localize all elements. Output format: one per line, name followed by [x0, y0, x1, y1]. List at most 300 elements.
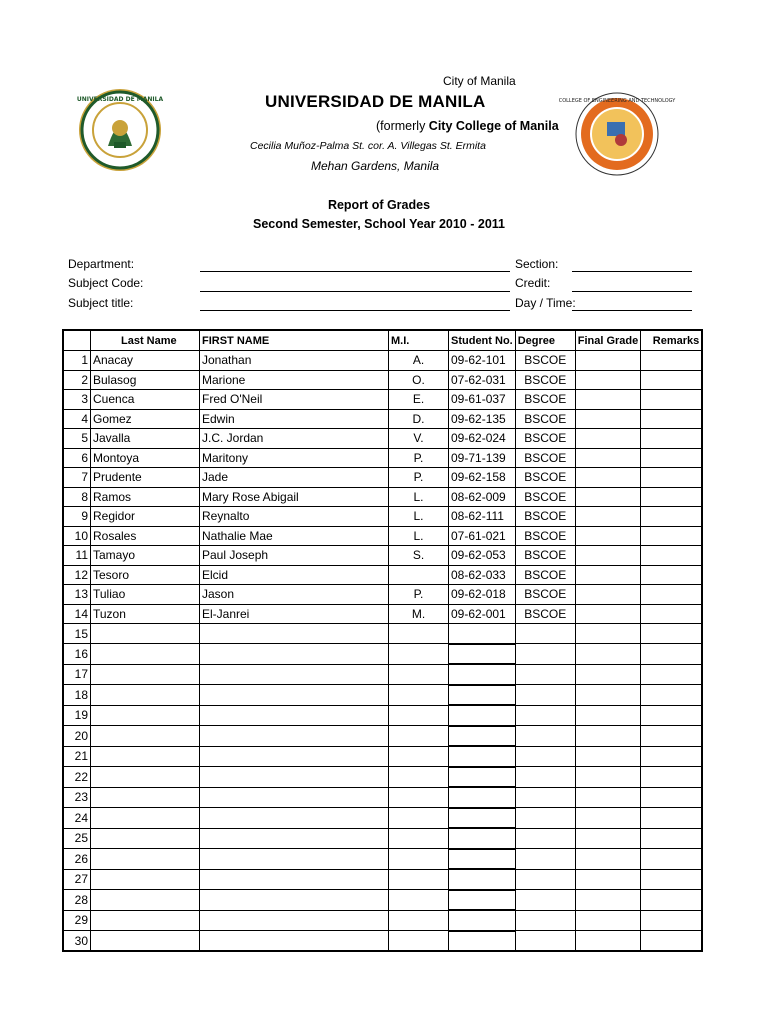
table-row [63, 787, 702, 808]
student-no-cell [449, 685, 516, 706]
table-row [63, 429, 702, 449]
final-grade-cell[interactable] [575, 351, 641, 371]
row-number: 30 [63, 931, 91, 952]
table-row [63, 910, 702, 931]
final-grade-cell[interactable] [575, 644, 641, 665]
table-row [63, 931, 702, 952]
last-name-cell [91, 746, 200, 767]
day-time-label: Day / Time: [515, 296, 576, 310]
degree-cell [515, 726, 575, 747]
last-name-cell [91, 931, 200, 952]
student-no-cell: 09-62-053 [449, 546, 516, 566]
city-label: City of Manila [443, 74, 516, 88]
row-number: 3 [63, 390, 91, 410]
svg-text:COLLEGE OF ENGINEERING AND TEC: COLLEGE OF ENGINEERING AND TECHNOLOGY [558, 98, 676, 104]
table-row [63, 808, 702, 829]
row-number: 20 [63, 726, 91, 747]
first-name-cell: Paul Joseph [200, 546, 389, 566]
last-name-cell: Tamayo [91, 546, 200, 566]
mi-cell: O. [389, 370, 449, 390]
mi-cell: V. [389, 429, 449, 449]
department-field[interactable] [200, 271, 510, 272]
degree-cell: BSCOE [515, 351, 575, 371]
remarks-cell[interactable] [641, 604, 703, 624]
first-name-cell: Reynalto [200, 507, 389, 527]
student-no-cell: 09-62-018 [449, 585, 516, 605]
mi-cell [389, 624, 449, 644]
final-grade-cell[interactable] [575, 624, 641, 644]
first-name-cell: Jonathan [200, 351, 389, 371]
degree-cell: BSCOE [515, 409, 575, 429]
degree-cell [515, 890, 575, 911]
last-name-cell: Tuliao [91, 585, 200, 605]
row-number: 5 [63, 429, 91, 449]
row-number: 26 [63, 849, 91, 870]
table-row [63, 767, 702, 788]
header-number [63, 330, 91, 351]
mi-cell [389, 565, 449, 585]
final-grade-cell[interactable] [575, 604, 641, 624]
remarks-cell[interactable] [641, 624, 703, 644]
first-name-cell [200, 869, 389, 890]
first-name-cell [200, 746, 389, 767]
degree-cell: BSCOE [515, 429, 575, 449]
mi-cell: L. [389, 507, 449, 527]
degree-cell [515, 787, 575, 808]
first-name-cell [200, 624, 389, 644]
row-number: 24 [63, 808, 91, 829]
remarks-cell[interactable] [641, 869, 703, 890]
mi-cell [389, 767, 449, 788]
student-no-cell [449, 787, 516, 808]
first-name-cell [200, 828, 389, 849]
student-no-cell: 09-62-024 [449, 429, 516, 449]
first-name-cell [200, 664, 389, 685]
remarks-cell[interactable] [641, 726, 703, 747]
subject-code-field[interactable] [200, 291, 510, 292]
mi-cell [389, 685, 449, 706]
department-label: Department: [68, 257, 135, 271]
first-name-cell: Jason [200, 585, 389, 605]
remarks-cell[interactable] [641, 507, 703, 527]
credit-label: Credit: [515, 276, 551, 290]
mi-cell [389, 644, 449, 665]
row-number: 23 [63, 787, 91, 808]
remarks-cell[interactable] [641, 526, 703, 546]
remarks-cell[interactable] [641, 664, 703, 685]
final-grade-cell[interactable] [575, 746, 641, 767]
degree-cell: BSCOE [515, 448, 575, 468]
college-seal-logo [558, 92, 676, 176]
last-name-cell: Bulasog [91, 370, 200, 390]
row-number: 13 [63, 585, 91, 605]
final-grade-cell[interactable] [575, 585, 641, 605]
student-no-cell: 09-62-135 [449, 409, 516, 429]
last-name-cell: Prudente [91, 468, 200, 488]
final-grade-cell[interactable] [575, 726, 641, 747]
last-name-cell [91, 808, 200, 829]
first-name-cell: Edwin [200, 409, 389, 429]
table-row [63, 726, 702, 747]
student-no-cell: 09-62-158 [449, 468, 516, 488]
remarks-cell[interactable] [641, 351, 703, 371]
degree-cell: BSCOE [515, 585, 575, 605]
remarks-cell[interactable] [641, 468, 703, 488]
first-name-cell: Mary Rose Abigail [200, 487, 389, 507]
final-grade-cell[interactable] [575, 685, 641, 706]
first-name-cell [200, 890, 389, 911]
last-name-cell [91, 644, 200, 665]
table-row [63, 849, 702, 870]
table-row [63, 351, 702, 371]
table-row [63, 828, 702, 849]
first-name-cell [200, 808, 389, 829]
remarks-cell[interactable] [641, 487, 703, 507]
degree-cell [515, 931, 575, 952]
student-no-cell [449, 767, 516, 788]
student-no-cell [449, 828, 516, 849]
row-number: 9 [63, 507, 91, 527]
student-no-cell [449, 644, 516, 665]
remarks-cell[interactable] [641, 849, 703, 870]
table-row [63, 507, 702, 527]
final-grade-cell[interactable] [575, 664, 641, 685]
degree-cell [515, 808, 575, 829]
mi-cell: S. [389, 546, 449, 566]
formerly-paren: ( [376, 119, 381, 133]
degree-cell [515, 767, 575, 788]
first-name-cell: Elcid [200, 565, 389, 585]
row-number: 2 [63, 370, 91, 390]
last-name-cell: Javalla [91, 429, 200, 449]
student-no-cell [449, 910, 516, 931]
student-no-cell: 08-62-033 [449, 565, 516, 585]
last-name-cell [91, 787, 200, 808]
last-name-cell [91, 685, 200, 706]
formerly-name: City College of Manila [428, 119, 559, 133]
student-no-cell [449, 705, 516, 726]
first-name-cell [200, 787, 389, 808]
mi-cell: D. [389, 409, 449, 429]
row-number: 12 [63, 565, 91, 585]
remarks-cell[interactable] [641, 546, 703, 566]
first-name-cell: J.C. Jordan [200, 429, 389, 449]
final-grade-cell[interactable] [575, 787, 641, 808]
student-no-cell: 09-62-101 [449, 351, 516, 371]
final-grade-cell[interactable] [575, 890, 641, 911]
row-number: 14 [63, 604, 91, 624]
student-no-cell [449, 746, 516, 767]
final-grade-cell[interactable] [575, 448, 641, 468]
last-name-cell: Regidor [91, 507, 200, 527]
student-no-cell [449, 726, 516, 747]
header-last-name: Last Name [91, 330, 200, 351]
mi-cell [389, 664, 449, 685]
mi-cell: M. [389, 604, 449, 624]
first-name-cell [200, 767, 389, 788]
first-name-cell: Jade [200, 468, 389, 488]
header-mi: M.I. [389, 330, 449, 351]
final-grade-cell[interactable] [575, 526, 641, 546]
final-grade-cell[interactable] [575, 429, 641, 449]
degree-cell [515, 644, 575, 665]
table-row [63, 370, 702, 390]
row-number: 10 [63, 526, 91, 546]
remarks-cell[interactable] [641, 429, 703, 449]
last-name-cell: Rosales [91, 526, 200, 546]
mi-cell [389, 890, 449, 911]
degree-cell [515, 828, 575, 849]
student-no-cell [449, 849, 516, 870]
header-first-name: FIRST NAME [200, 330, 389, 351]
table-row [63, 869, 702, 890]
last-name-cell [91, 767, 200, 788]
mi-cell [389, 849, 449, 870]
student-no-cell [449, 808, 516, 829]
degree-cell: BSCOE [515, 546, 575, 566]
student-no-cell: 09-61-037 [449, 390, 516, 410]
report-subtitle: Second Semester, School Year 2010 - 2011 [252, 217, 505, 231]
mi-cell [389, 705, 449, 726]
table-row [63, 664, 702, 685]
remarks-cell[interactable] [641, 808, 703, 829]
final-grade-cell[interactable] [575, 931, 641, 952]
degree-cell: BSCOE [515, 487, 575, 507]
first-name-cell: El-Janrei [200, 604, 389, 624]
degree-cell [515, 685, 575, 706]
table-row [63, 624, 702, 644]
degree-cell: BSCOE [515, 370, 575, 390]
degree-cell: BSCOE [515, 390, 575, 410]
last-name-cell: Montoya [91, 448, 200, 468]
final-grade-cell[interactable] [575, 546, 641, 566]
student-no-cell [449, 664, 516, 685]
student-no-cell: 09-71-139 [449, 448, 516, 468]
table-row [63, 487, 702, 507]
first-name-cell [200, 726, 389, 747]
last-name-cell: Gomez [91, 409, 200, 429]
section-label: Section: [515, 257, 559, 271]
header-remarks: Remarks [641, 330, 703, 351]
last-name-cell [91, 849, 200, 870]
first-name-cell [200, 644, 389, 665]
last-name-cell: Ramos [91, 487, 200, 507]
table-row [63, 448, 702, 468]
table-row [63, 526, 702, 546]
final-grade-cell[interactable] [575, 487, 641, 507]
row-number: 6 [63, 448, 91, 468]
student-no-cell: 09-62-001 [449, 604, 516, 624]
final-grade-cell[interactable] [575, 565, 641, 585]
formerly-word: formerly [380, 119, 429, 133]
last-name-cell [91, 726, 200, 747]
last-name-cell [91, 869, 200, 890]
student-no-cell: 08-62-009 [449, 487, 516, 507]
subject-code-label: Subject Code: [68, 276, 144, 290]
row-number: 28 [63, 890, 91, 911]
mi-cell: E. [389, 390, 449, 410]
degree-cell: BSCOE [515, 507, 575, 527]
degree-cell: BSCOE [515, 468, 575, 488]
student-no-cell: 07-61-021 [449, 526, 516, 546]
first-name-cell: Fred O'Neil [200, 390, 389, 410]
remarks-cell[interactable] [641, 767, 703, 788]
mi-cell [389, 726, 449, 747]
last-name-cell: Anacay [91, 351, 200, 371]
table-row [63, 604, 702, 624]
address-line-1: Cecilia Muñoz-Palma St. cor. A. Villegas St. Ermita [250, 140, 486, 152]
table-header-row [63, 330, 702, 351]
table-row [63, 585, 702, 605]
final-grade-cell[interactable] [575, 468, 641, 488]
degree-cell [515, 746, 575, 767]
remarks-cell[interactable] [641, 931, 703, 952]
student-no-cell [449, 890, 516, 911]
row-number: 18 [63, 685, 91, 706]
row-number: 29 [63, 910, 91, 931]
mi-cell [389, 869, 449, 890]
mi-cell: L. [389, 526, 449, 546]
final-grade-cell[interactable] [575, 370, 641, 390]
row-number: 21 [63, 746, 91, 767]
degree-cell [515, 624, 575, 644]
mi-cell: P. [389, 585, 449, 605]
first-name-cell [200, 931, 389, 952]
remarks-cell[interactable] [641, 565, 703, 585]
first-name-cell [200, 705, 389, 726]
remarks-cell[interactable] [641, 448, 703, 468]
remarks-cell[interactable] [641, 890, 703, 911]
table-row [63, 890, 702, 911]
report-title: Report of Grades [327, 198, 431, 212]
final-grade-cell[interactable] [575, 507, 641, 527]
remarks-cell[interactable] [641, 828, 703, 849]
remarks-cell[interactable] [641, 910, 703, 931]
subject-title-label: Subject title: [68, 296, 134, 310]
student-no-cell [449, 624, 516, 644]
credit-field[interactable] [572, 291, 692, 292]
row-number: 8 [63, 487, 91, 507]
day-time-field[interactable] [572, 310, 692, 311]
remarks-cell[interactable] [641, 585, 703, 605]
mi-cell: L. [389, 487, 449, 507]
mi-cell [389, 808, 449, 829]
first-name-cell [200, 849, 389, 870]
mi-cell [389, 910, 449, 931]
table-row [63, 644, 702, 665]
final-grade-cell[interactable] [575, 849, 641, 870]
remarks-cell[interactable] [641, 746, 703, 767]
row-number: 7 [63, 468, 91, 488]
first-name-cell: Nathalie Mae [200, 526, 389, 546]
remarks-cell[interactable] [641, 409, 703, 429]
svg-text:UNIVERSIDAD DE MANILA: UNIVERSIDAD DE MANILA [76, 96, 164, 103]
header-degree: Degree [515, 330, 575, 351]
last-name-cell [91, 910, 200, 931]
row-number: 22 [63, 767, 91, 788]
mi-cell [389, 787, 449, 808]
row-number: 17 [63, 664, 91, 685]
student-no-cell [449, 869, 516, 890]
final-grade-cell[interactable] [575, 767, 641, 788]
final-grade-cell[interactable] [575, 390, 641, 410]
subject-title-field[interactable] [200, 310, 510, 311]
student-no-cell [449, 931, 516, 952]
degree-cell [515, 849, 575, 870]
final-grade-cell[interactable] [575, 869, 641, 890]
table-row [63, 685, 702, 706]
table-row [63, 565, 702, 585]
final-grade-cell[interactable] [575, 910, 641, 931]
remarks-cell[interactable] [641, 370, 703, 390]
grades-table [62, 329, 703, 952]
mi-cell: P. [389, 448, 449, 468]
student-no-cell: 07-62-031 [449, 370, 516, 390]
grade-rows [63, 351, 702, 952]
last-name-cell [91, 664, 200, 685]
degree-cell: BSCOE [515, 526, 575, 546]
last-name-cell [91, 828, 200, 849]
degree-cell: BSCOE [515, 565, 575, 585]
mi-cell [389, 828, 449, 849]
header-final-grade: Final Grade [575, 330, 641, 351]
remarks-cell[interactable] [641, 787, 703, 808]
header-student-no: Student No. [449, 330, 516, 351]
row-number: 15 [63, 624, 91, 644]
final-grade-cell[interactable] [575, 705, 641, 726]
last-name-cell: Cuenca [91, 390, 200, 410]
last-name-cell [91, 705, 200, 726]
table-row [63, 746, 702, 767]
row-number: 19 [63, 705, 91, 726]
final-grade-cell[interactable] [575, 828, 641, 849]
mi-cell [389, 746, 449, 767]
address-line-2: Mehan Gardens, Manila [311, 159, 440, 173]
first-name-cell: Maritony [200, 448, 389, 468]
university-seal-logo [78, 88, 162, 172]
remarks-cell[interactable] [641, 685, 703, 706]
student-no-cell: 08-62-111 [449, 507, 516, 527]
last-name-cell: Tuzon [91, 604, 200, 624]
remarks-cell[interactable] [641, 705, 703, 726]
row-number: 4 [63, 409, 91, 429]
final-grade-cell[interactable] [575, 808, 641, 829]
table-row [63, 390, 702, 410]
degree-cell [515, 664, 575, 685]
first-name-cell [200, 910, 389, 931]
table-row [63, 546, 702, 566]
first-name-cell [200, 685, 389, 706]
row-number: 27 [63, 869, 91, 890]
row-number: 16 [63, 644, 91, 665]
degree-cell: BSCOE [515, 604, 575, 624]
university-title: UNIVERSIDAD DE MANILA [265, 92, 486, 111]
row-number: 11 [63, 546, 91, 566]
table-row [63, 705, 702, 726]
final-grade-cell[interactable] [575, 409, 641, 429]
last-name-cell: Tesoro [91, 565, 200, 585]
last-name-cell [91, 890, 200, 911]
remarks-cell[interactable] [641, 644, 703, 665]
section-field[interactable] [572, 271, 692, 272]
mi-cell: A. [389, 351, 449, 371]
table-row [63, 468, 702, 488]
last-name-cell [91, 624, 200, 644]
row-number: 25 [63, 828, 91, 849]
table-row [63, 409, 702, 429]
remarks-cell[interactable] [641, 390, 703, 410]
degree-cell [515, 705, 575, 726]
